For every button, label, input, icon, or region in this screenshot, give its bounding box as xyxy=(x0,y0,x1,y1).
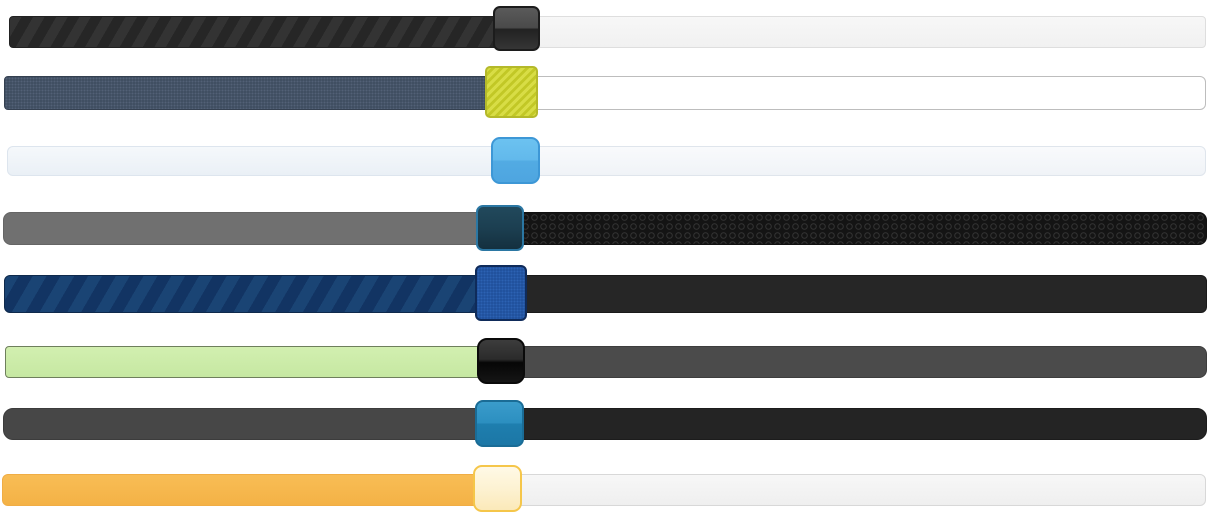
slider-thumb[interactable] xyxy=(477,338,525,384)
slider-thumb[interactable] xyxy=(491,137,540,184)
slider-thumb[interactable] xyxy=(493,6,540,51)
slider-fill xyxy=(4,76,494,110)
slider-track[interactable] xyxy=(509,16,1206,48)
slider-navy-striped[interactable] xyxy=(0,265,1207,323)
slider-thumb[interactable] xyxy=(475,265,527,321)
slider-track[interactable] xyxy=(494,76,1206,110)
slider-track[interactable] xyxy=(507,146,1206,176)
slider-fill xyxy=(3,408,498,440)
slider-track[interactable] xyxy=(500,346,1207,378)
slider-fill xyxy=(4,275,494,313)
slider-dark-striped[interactable] xyxy=(0,4,1207,48)
slider-track[interactable] xyxy=(497,474,1206,506)
slider-track[interactable] xyxy=(494,275,1207,313)
slider-thumb[interactable] xyxy=(476,205,524,251)
slider-thumb[interactable] xyxy=(473,465,522,512)
slider-orange-light[interactable] xyxy=(0,462,1207,512)
slider-fill xyxy=(9,16,509,48)
slider-track[interactable] xyxy=(493,212,1207,245)
slider-fill xyxy=(7,146,507,176)
slider-fill xyxy=(3,212,493,245)
slider-thumb[interactable] xyxy=(485,66,538,118)
slider-track[interactable] xyxy=(498,408,1207,440)
slider-thumb[interactable] xyxy=(475,400,524,447)
slider-fill xyxy=(2,474,497,506)
slider-slate-yellow[interactable] xyxy=(0,64,1207,118)
slider-gray-honeycomb[interactable] xyxy=(0,203,1207,253)
slider-charcoal-teal[interactable] xyxy=(0,398,1207,450)
slider-green-darkgray[interactable] xyxy=(0,336,1207,388)
slider-light-blue[interactable] xyxy=(0,134,1207,186)
slider-fill xyxy=(5,346,500,378)
